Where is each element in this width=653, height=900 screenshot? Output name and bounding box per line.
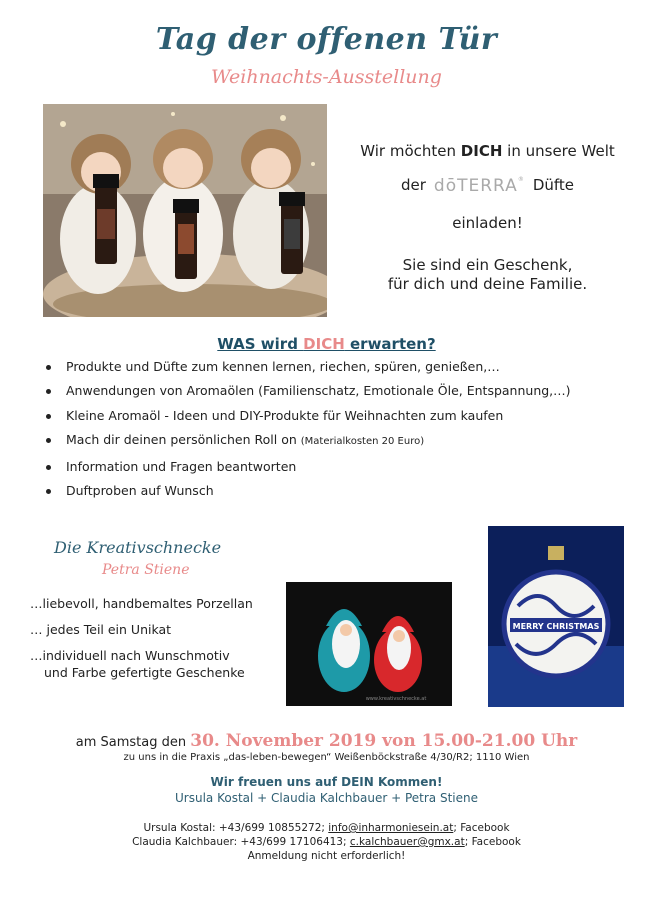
intro-line-2: der dōTERRA® Düfte xyxy=(401,176,574,196)
santa-figures-photo xyxy=(286,582,452,706)
kreativ-line-3b: und Farbe gefertigte Geschenke xyxy=(44,665,245,680)
angels-photo xyxy=(43,104,327,317)
bullet-icon xyxy=(46,489,51,494)
bullet-icon xyxy=(46,414,51,419)
list-item: Produkte und Düfte zum kennen lernen, riechen, spüren, genießen,… xyxy=(38,355,638,379)
registration-note: Anmeldung nicht erforderlich! xyxy=(247,850,406,862)
email-link[interactable]: c.kalchbauer@gmx.at xyxy=(349,836,465,848)
contact-claudia: Claudia Kalchbauer: +43/699 17106413; c.kalchbauer@gmx.at; Facebook xyxy=(132,836,521,848)
expect-list xyxy=(38,355,638,503)
ornament-text: MERRY CHRISTMAS xyxy=(512,622,600,631)
event-date: am Samstag den 30. November 2019 von 15.00-21.00 Uhr xyxy=(75,731,578,751)
kreativ-line-2: … jedes Teil ein Unikat xyxy=(30,622,172,637)
list-item: Information und Fragen beantworten xyxy=(38,455,638,479)
intro-line-4: Sie sind ein Geschenk, xyxy=(402,256,573,274)
list-item: Anwendungen von Aromaölen (Familienschatz, Emotionale Öle, Entspannung,…) xyxy=(38,379,638,403)
bullet-icon xyxy=(46,389,51,394)
email-link[interactable]: info@inharmoniesein.at xyxy=(328,822,454,834)
intro-line-3: einladen! xyxy=(452,214,523,232)
contact-ursula: Ursula Kostal: +43/699 10855272; info@inharmoniesein.at; Facebook xyxy=(143,822,510,834)
kreativ-person: Petra Stiene xyxy=(102,562,190,578)
intro-dich: DICH xyxy=(460,142,503,160)
bullet-icon xyxy=(46,365,51,370)
watermark-text: www.kreativschnecke.at xyxy=(365,696,427,702)
kreativ-line-3a: …individuell nach Wunschmotiv xyxy=(30,648,230,663)
intro-line-1: Wir möchten DICH in unsere Welt xyxy=(360,142,615,160)
welcome-line: Wir freuen uns auf DEIN Kommen! xyxy=(210,775,443,789)
event-address: zu uns in die Praxis „das-leben-bewegen“ Weißenböckstraße 4/30/R2; 1110 Wien xyxy=(123,752,530,763)
bullet-icon xyxy=(46,465,51,470)
list-item: Kleine Aromaöl - Ideen und DIY-Produkte für Weihnachten zum kaufen xyxy=(38,404,638,428)
kreativ-name: Die Kreativschnecke xyxy=(54,538,222,557)
kreativ-line-1: …liebevoll, handbemaltes Porzellan xyxy=(30,596,253,611)
expect-heading: WAS wird DICH erwarten? xyxy=(217,335,436,353)
list-item: Mach dir deinen persönlichen Roll on (Materialkosten 20 Euro) xyxy=(38,428,638,454)
page-title: Tag der offenen Tür xyxy=(155,22,498,57)
list-item: Duftproben auf Wunsch xyxy=(38,479,638,503)
page-subtitle: Weihnachts-Ausstellung xyxy=(211,66,442,88)
bullet-icon xyxy=(46,438,51,443)
doterra-logo: dōTERRA® xyxy=(433,176,525,196)
intro-line-5: für dich und deine Familie. xyxy=(387,275,588,293)
organizer-names: Ursula Kostal + Claudia Kalchbauer + Petra Stiene xyxy=(175,791,478,805)
christmas-ornament-photo xyxy=(488,526,624,707)
